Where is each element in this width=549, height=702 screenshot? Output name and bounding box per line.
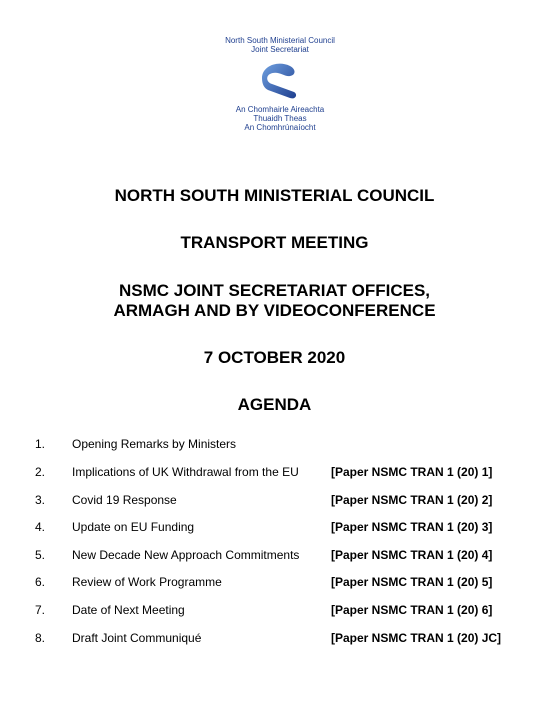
agenda-item-title: New Decade New Approach Commitments	[72, 548, 300, 562]
agenda-item-title: Covid 19 Response	[72, 493, 177, 507]
agenda-item	[0, 464, 549, 482]
agenda-item	[0, 436, 549, 454]
agenda-item-number: 1.	[35, 437, 46, 451]
logo-text-irish-1: An Chomhairle Aireachta	[235, 105, 325, 114]
agenda-item-title: Implications of UK Withdrawal from the EU	[72, 465, 299, 479]
venue-heading-line1: NSMC JOINT SECRETARIAT OFFICES,	[118, 281, 431, 300]
agenda-item-number: 5.	[35, 548, 46, 562]
agenda-item-number: 2.	[35, 465, 46, 479]
logo-text-irish-3: An Chomhrúnaíocht	[244, 123, 316, 132]
agenda-item-number: 6.	[35, 575, 46, 589]
agenda-item-paper-ref: [Paper NSMC TRAN 1 (20) 6]	[331, 603, 493, 617]
logo-text-english-2: Joint Secretariat	[251, 45, 309, 54]
agenda-item-paper-ref: [Paper NSMC TRAN 1 (20) JC]	[331, 631, 502, 645]
agenda-item-number: 7.	[35, 603, 46, 617]
date-heading: 7 OCTOBER 2020	[203, 348, 346, 367]
logo-text-irish-2: Thuaidh Theas	[253, 114, 307, 123]
agenda-item-paper-ref: [Paper NSMC TRAN 1 (20) 5]	[331, 575, 493, 589]
council-heading: NORTH SOUTH MINISTERIAL COUNCIL	[114, 186, 435, 205]
agenda-item-title: Update on EU Funding	[72, 520, 195, 534]
agenda-item-number: 8.	[35, 631, 46, 645]
agenda-item	[0, 547, 549, 565]
agenda-item-paper-ref: [Paper NSMC TRAN 1 (20) 4]	[331, 548, 493, 562]
agenda-item	[0, 574, 549, 592]
agenda-item-paper-ref: [Paper NSMC TRAN 1 (20) 3]	[331, 520, 493, 534]
agenda-item-number: 4.	[35, 520, 46, 534]
logo-text-english-1: North South Ministerial Council	[225, 36, 335, 45]
agenda-item	[0, 519, 549, 537]
agenda-item	[0, 492, 549, 510]
meeting-heading: TRANSPORT MEETING	[180, 233, 369, 252]
agenda-item-number: 3.	[35, 493, 46, 507]
nsmc-logo	[218, 34, 342, 146]
venue-heading-line2: ARMAGH AND BY VIDEOCONFERENCE	[113, 301, 436, 320]
agenda-item-paper-ref: [Paper NSMC TRAN 1 (20) 1]	[331, 465, 493, 479]
agenda-heading: AGENDA	[237, 395, 312, 414]
swirl-logo-icon	[258, 58, 302, 102]
agenda-item	[0, 602, 549, 620]
agenda-item-paper-ref: [Paper NSMC TRAN 1 (20) 2]	[331, 493, 493, 507]
agenda-item-title: Date of Next Meeting	[72, 603, 185, 617]
agenda-item-title: Draft Joint Communiqué	[72, 631, 202, 645]
agenda-item-title: Review of Work Programme	[72, 575, 222, 589]
agenda-item	[0, 630, 549, 648]
agenda-item-title: Opening Remarks by Ministers	[72, 437, 237, 451]
